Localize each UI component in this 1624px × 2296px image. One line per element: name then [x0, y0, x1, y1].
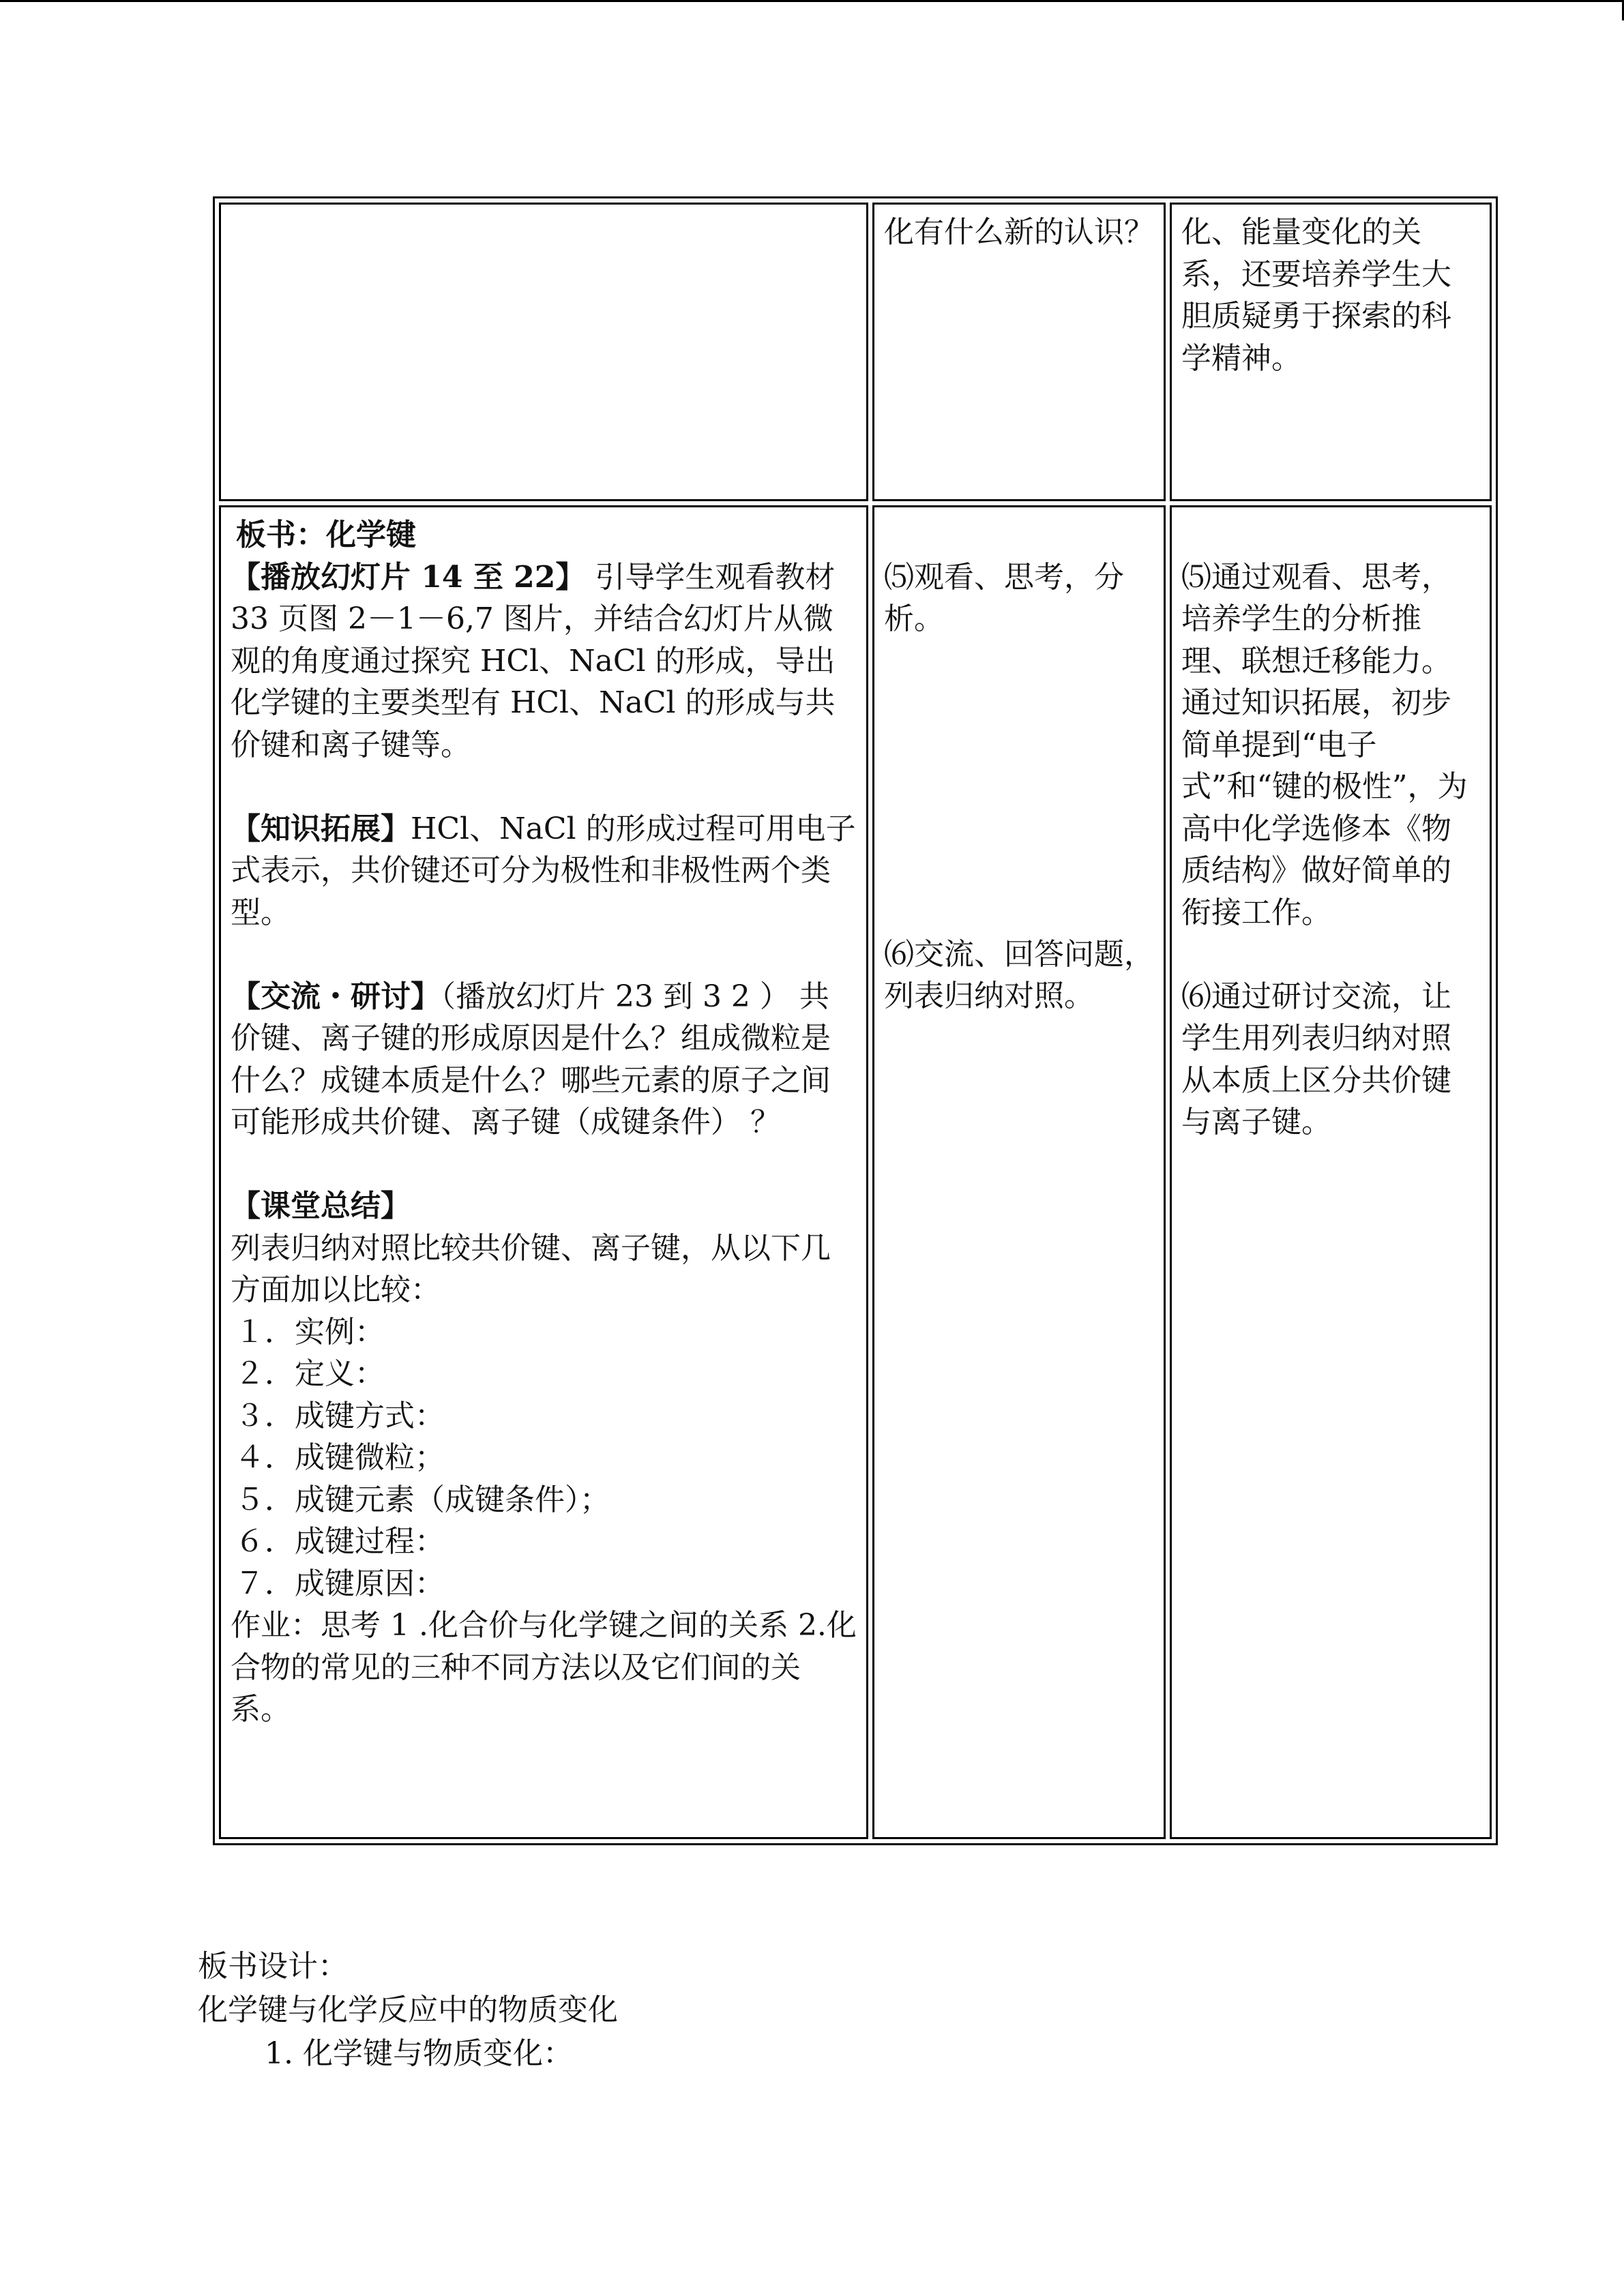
table-row	[219, 203, 1492, 501]
board-design-title: 化学键与化学反应中的物质变化	[198, 1993, 618, 2027]
student-activity-item-6: ⑹交流、回答问题，	[884, 936, 1154, 972]
spacer	[884, 514, 1154, 556]
teacher-activity-cell	[219, 203, 868, 501]
student-activity-item-6-cont: 列表归纳对照。	[884, 979, 1094, 1013]
design-intent-cell	[1170, 505, 1492, 1839]
student-activity-text: 化有什么新的认识？	[884, 215, 1154, 250]
list-item: ４．成键微粒；	[235, 1440, 445, 1475]
list-item: ２．定义：	[235, 1356, 385, 1391]
student-activity-cell	[872, 203, 1166, 501]
list-item: １．实例：	[235, 1314, 385, 1350]
table-row	[219, 505, 1492, 1839]
homework-text: 作业：思考 1 .化合价与化学键之间的关系 2.化合物的常见的三种不同方法以及它们间的关系。	[231, 1608, 857, 1727]
list-item: ５．成键元素（成键条件）；	[235, 1482, 610, 1517]
design-intent-item-5: ⑸通过观看、思考，培养学生的分析推理、联想迁移能力。通过知识拓展，初步简单提到“电子式”和“键的极性”，为高中化学选修本《物质结构》做好简单的衔接工作。	[1181, 559, 1468, 930]
discussion-paragraph	[231, 976, 857, 1144]
spacer	[231, 934, 857, 976]
board-design-label: 板书设计：	[198, 1949, 348, 1984]
slide-heading: 【播放幻灯片 14 至 22】	[231, 559, 586, 595]
list-item: ６．成键过程：	[235, 1524, 445, 1559]
board-design-item: 1. 化学键与物质变化：	[265, 2036, 573, 2071]
spacer	[231, 1144, 857, 1186]
teacher-activity-cell	[219, 505, 868, 1839]
board-title: 板书：化学键	[236, 518, 416, 552]
lesson-plan-table	[213, 196, 1498, 1845]
student-activity-item-5: ⑸观看、思考，分析。	[884, 559, 1124, 636]
spacer	[231, 766, 857, 808]
list-item: ７．成键原因：	[235, 1566, 445, 1601]
extension-paragraph	[231, 808, 857, 934]
summary-heading: 【课堂总结】	[231, 1189, 411, 1223]
design-intent-cell	[1170, 203, 1492, 501]
list-item: ３．成键方式：	[235, 1398, 445, 1433]
spacer	[884, 640, 1154, 934]
student-activity-cell	[872, 505, 1166, 1839]
discussion-heading: 【交流・研讨】	[231, 979, 441, 1014]
design-intent-item-6: ⑹通过研讨交流，让学生用列表归纳对照从本质上区分共价键与离子键。	[1181, 979, 1451, 1139]
discussion-text: （播放幻灯片 23 到 3 2 ） 共价键、离子键的形成原因是什么？组成微粒是什么？成键本质是什么？哪些元素的原子之间可能形成共价键、离子键（成键条件） ？	[231, 979, 831, 1139]
slide-text: 引导学生观看教材 33 页图 2－1－6,7 图片，并结合幻灯片从微观的角度通过探究 HCl、NaCl 的形成，导出化学键的主要类型有 HCl、NaCl 的形成与共价键和离子键等。	[231, 559, 836, 762]
spacer	[1181, 514, 1480, 556]
page-top-border	[0, 0, 1624, 2]
extension-text: HCl、NaCl 的形成过程可用电子式表示，共价键还可分为极性和非极性两个类型。	[231, 811, 856, 930]
board-design-section	[198, 1945, 618, 2076]
design-intent-text: 化、能量变化的关系，还要培养学生大胆质疑勇于探索的科学精神。	[1181, 215, 1451, 376]
summary-text: 列表归纳对照比较共价键、离子键，从以下几方面加以比较：	[231, 1230, 831, 1307]
slide-paragraph	[231, 556, 857, 766]
extension-heading: 【知识拓展】	[231, 811, 411, 846]
spacer	[1181, 934, 1480, 976]
